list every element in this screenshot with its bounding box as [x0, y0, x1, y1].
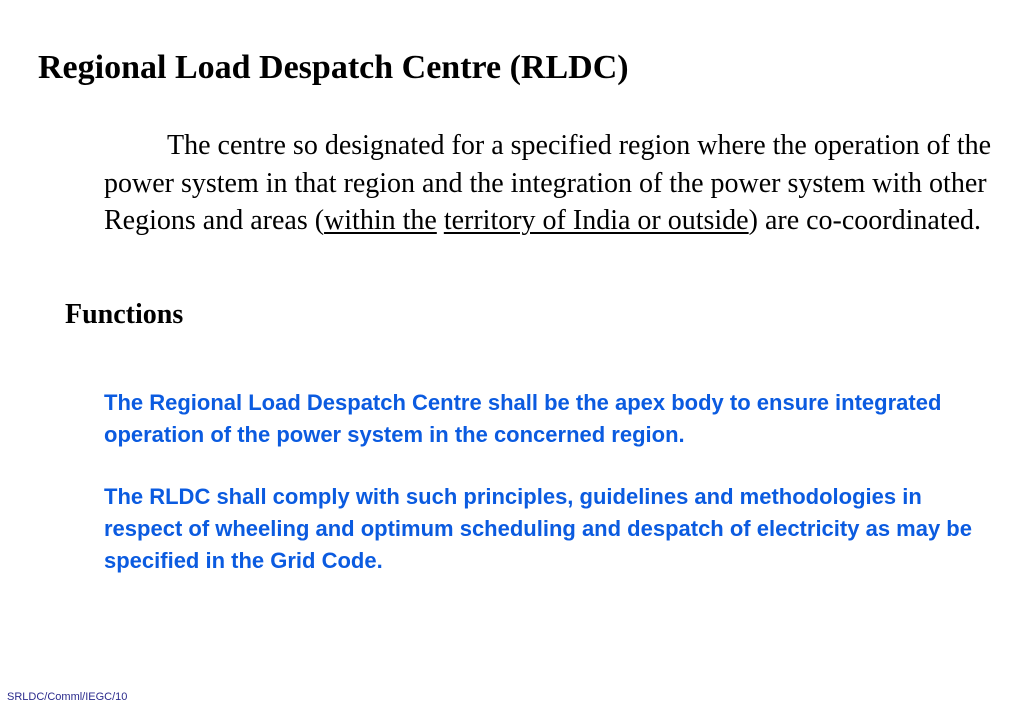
- function-item-comply-grid-code: The RLDC shall comply with such principles, guidelines and methodologies in respect of wheeling and optimum scheduling and despatch of electricity as may be specified in the Grid Code.: [104, 484, 972, 573]
- function-item-apex-body: The Regional Load Despatch Centre shall be the apex body to ensure integrated operation of the power system in the concerned region.: [104, 390, 942, 447]
- rldc-definition: [104, 127, 1019, 240]
- definition-text-end: ) are co-coordinated.: [748, 205, 982, 236]
- slide-title: Regional Load Despatch Centre (RLDC): [38, 49, 629, 86]
- definition-underline-territory: territory of India or outside: [443, 205, 749, 236]
- slide-footer: SRLDC/Comml/IEGC/10: [7, 691, 128, 703]
- definition-underline-within-the: within the: [324, 205, 437, 236]
- definition-text-start: The centre so designated for a specified region where the operation of the power system in that region and the integration of the power system with other Regions and areas (: [104, 130, 992, 236]
- definition-text-space: [437, 205, 444, 236]
- functions-heading: Functions: [65, 299, 184, 330]
